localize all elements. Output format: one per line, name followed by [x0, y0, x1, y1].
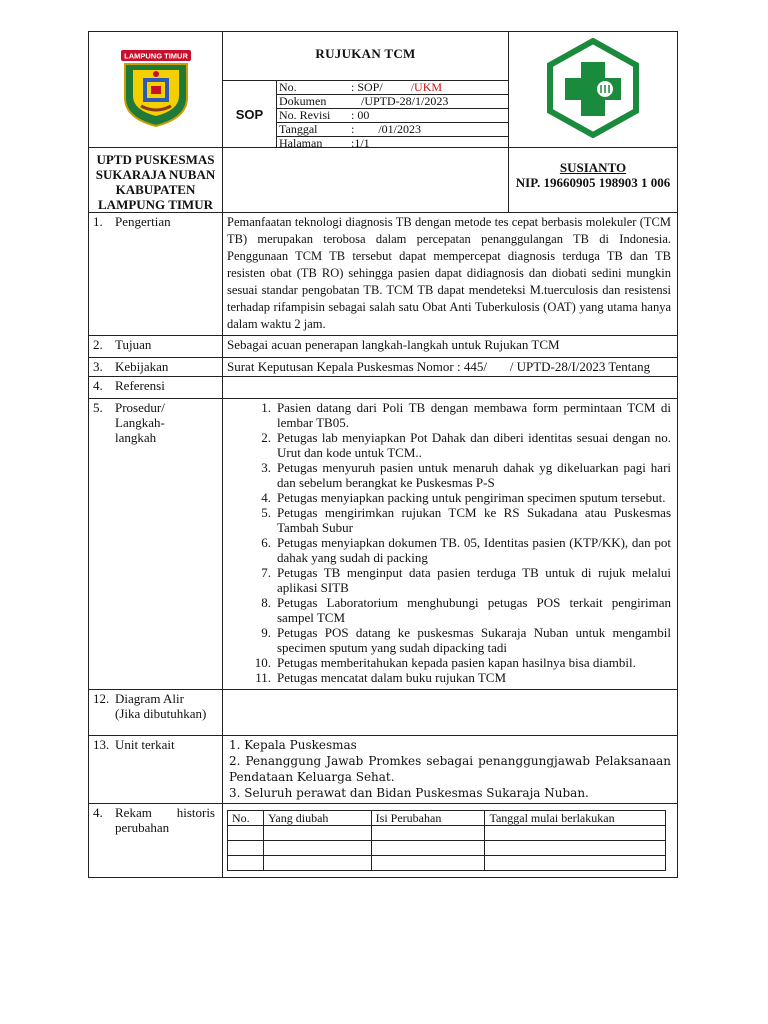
document-title: RUJUKAN TCM [223, 32, 509, 81]
procedure-step-text: Petugas Laboratorium menghubungi petugas POS terkait pengiriman sampel TCM [277, 595, 672, 625]
procedure-step-text: Petugas POS datang ke puskesmas Sukaraja Nuban untuk mengambil specimen sputum yang sudah dipacking tadi [277, 625, 672, 655]
procedure-step [227, 655, 671, 670]
procedure-step-text: Petugas menyiapkan dokumen TB. 05, Identitas pasien (KTP/KK), dan pot dahak yang sudah di packing [277, 535, 672, 565]
signer-name: SUSIANTO [559, 160, 627, 175]
procedure-step [227, 625, 671, 655]
section-content-pengertian: Pemanfaatan teknologi diagnosis TB dengan metode tes cepat berbasis molekuler (TCM TB) merupakan terobosa dalam percepatan penanggulangan TB di Indonesia. Penggunaan TCM TB tersebut dapat mempercepat diagnosis terduga TB dan TB resisten obat (TB RO) sehingga pasien dapat didiagnosis dan diobati sedini mungkin sesuai standar pengobatan TB. TCM TB dapat mendeteksi M.tuerculosis dan resistensi terhadap rifampisin sebagai salah satu Obat Anti Tuberkulosis (OAT) yang utama hanya dalam waktu 2 jam. [223, 213, 678, 336]
procedure-step-text: Petugas lab menyiapkan Pot Dahak dan diberi identitas sesuai dengan no. Urut dan kode untuk TCM.. [277, 430, 672, 460]
section-content-tujuan: Sebagai acuan penerapan langkah-langkah untuk Rujukan TCM [223, 336, 678, 358]
procedure-step-text: Petugas menyuruh pasien untuk menaruh dahak yg dikeluarkan pagi hari dan sebelum berangkat ke Puskesmas P-S [277, 460, 672, 490]
signer-block [509, 148, 678, 213]
logo-right-cell [509, 32, 678, 148]
section-label-diagram: 12. Diagram Alir (Jika dibutuhkan) [89, 690, 223, 736]
signature-space [223, 148, 509, 213]
procedure-step-number: 7. [261, 565, 271, 580]
procedure-step [227, 490, 671, 505]
sop-no-row: No. : SOP/ /UKM [277, 81, 508, 95]
procedure-step-text: Petugas mengirimkan rujukan TCM ke RS Sukadana atau Puskesmas Tambah Subur [277, 505, 672, 535]
section-content-referensi [223, 377, 678, 399]
sop-dokumen-row: Dokumen /UPTD-28/1/2023 [277, 95, 508, 109]
procedure-step [227, 535, 671, 565]
procedure-step-number: 6. [261, 535, 271, 550]
procedure-step-number: 9. [261, 625, 271, 640]
procedure-step-number: 5. [261, 505, 271, 520]
lampung-timur-emblem-icon [111, 48, 201, 128]
section-label-prosedur: 5. Prosedur/ Langkah-langkah [89, 399, 223, 690]
unit-item: 3. Seluruh perawat dan Bidan Puskesmas Sukaraja Nuban. [229, 786, 589, 800]
history-header-row [228, 811, 666, 826]
puskesmas-logo-icon [543, 38, 643, 138]
procedure-step-number: 4. [261, 490, 271, 505]
procedure-step [227, 670, 671, 685]
section-content-unit [223, 736, 678, 804]
history-row [228, 826, 666, 841]
procedure-step-text: Petugas TB menginput data pasien terduga TB untuk di rujuk melalui aplikasi SITB [277, 565, 672, 595]
history-col-isi: Isi Perubahan [371, 811, 485, 826]
sop-tanggal-row: Tanggal : /01/2023 [277, 123, 508, 137]
sop-label: SOP [223, 81, 277, 147]
procedure-step-text: Pasien datang dari Poli TB dengan membawa form permintaan TCM di lembar TB05. [277, 400, 672, 430]
sop-table [88, 31, 678, 878]
section-content-kebijakan: Surat Keputusan Kepala Puskesmas Nomor : 445/ / UPTD-28/I/2023 Tentang [223, 358, 678, 377]
history-row [228, 841, 666, 856]
section-label-referensi: 4. Referensi [89, 377, 223, 399]
procedure-step [227, 595, 671, 625]
procedure-step-number: 2. [261, 430, 271, 445]
sop-revisi-row: No. Revisi : 00 [277, 109, 508, 123]
procedure-step [227, 400, 671, 430]
sop-halaman-row: Halaman :1/1 [279, 136, 370, 150]
signer-nip: NIP. 19660905 198903 1 006 [515, 175, 671, 190]
section-content-rekam [223, 804, 678, 878]
unit-item: 1. Kepala Puskesmas [229, 738, 357, 752]
procedure-step-text: Petugas menyiapkan packing untuk pengiriman specimen sputum tersebut. [277, 490, 666, 505]
procedure-step-number: 8. [261, 595, 271, 610]
logo-left-text: LAMPUNG TIMUR [123, 51, 188, 61]
procedure-step-number: 11. [255, 670, 271, 685]
history-table [227, 810, 666, 871]
section-label-unit: 13. Unit terkait [89, 736, 223, 804]
history-row [228, 856, 666, 871]
procedure-step [227, 430, 671, 460]
procedure-step-number: 1. [261, 400, 271, 415]
procedure-step-number: 10. [254, 655, 271, 670]
unit-item: 2. Penanggung Jawab Promkes sebagai penanggungjawab Pelaksanaan Pendataan Keluarga Sehat. [229, 754, 672, 784]
section-label-pengertian: 1. Pengertian [89, 213, 223, 336]
section-content-prosedur [223, 399, 678, 690]
section-content-diagram [223, 690, 678, 736]
history-col-no: No. [228, 811, 264, 826]
section-label-kebijakan: 3. Kebijakan [89, 358, 223, 377]
procedure-step-text: Petugas mencatat dalam buku rujukan TCM [277, 670, 507, 685]
history-col-diubah: Yang diubah [263, 811, 371, 826]
procedure-step [227, 565, 671, 595]
procedure-step-number: 3. [261, 460, 271, 475]
procedure-steps-list [227, 400, 671, 687]
section-label-tujuan: 2. Tujuan [89, 336, 223, 358]
org-name: UPTD PUSKESMAS SUKARAJA NUBAN KABUPATEN LAMPUNG TIMUR [89, 148, 223, 213]
sop-info-block [223, 81, 509, 148]
section-label-rekam: 4. Rekam historis perubahan [89, 804, 223, 878]
procedure-step-text: Petugas memberitahukan kepada pasien kapan hasilnya bisa diambil. [277, 655, 636, 670]
history-col-tanggal: Tanggal mulai berlakukan [485, 811, 666, 826]
procedure-step [227, 505, 671, 535]
sop-document [88, 31, 677, 878]
procedure-step [227, 460, 671, 490]
logo-left-cell [89, 32, 223, 148]
